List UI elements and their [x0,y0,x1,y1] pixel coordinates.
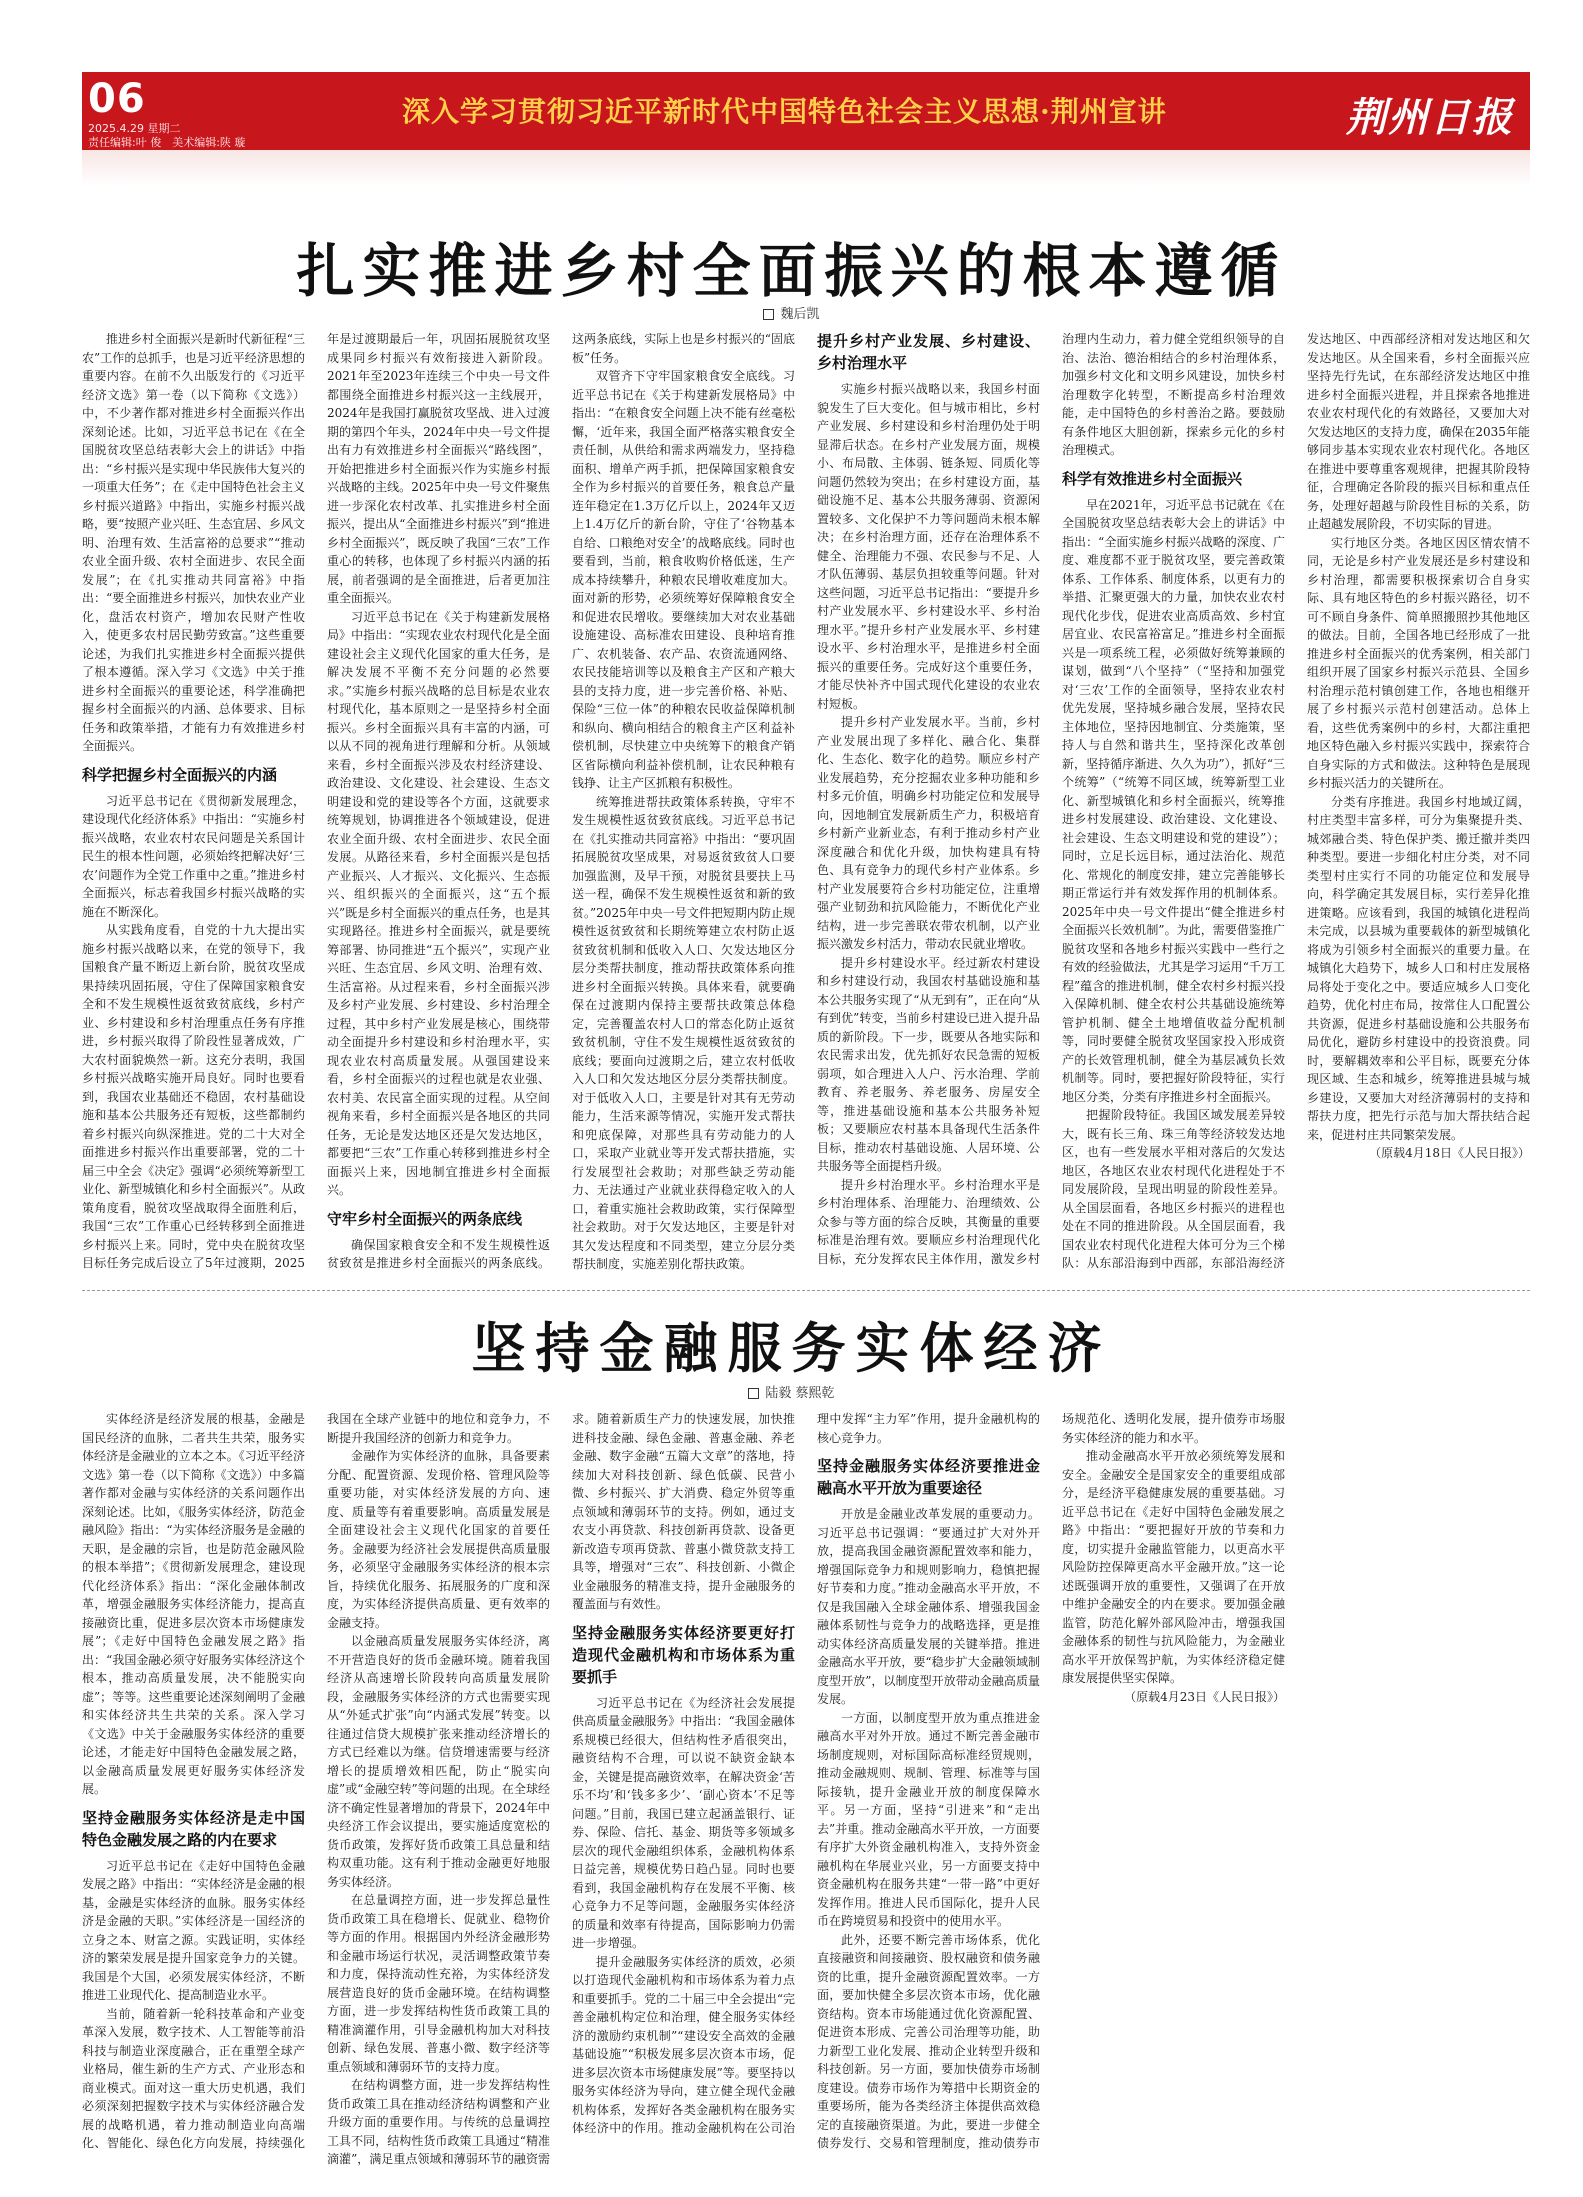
paragraph: 以金融高质量发展服务实体经济，离不开营造良好的货币金融环境。随着我国经济从高速增长阶段转向高质量发展阶段，金融服务实体经济的方式也需要实现从“外延式扩张”向“内涵式发展”转变。以往通过信贷大规模扩张来推动经济增长的方式已经难以为继。信贷增速需要与经济增长的提质增效相匹配，防止“脱实向虚”或“金融空转”等问题的出现。在全球经济不确定性显著增加的背景下，2024年中央经济工作会议提出，要实施适度宽松的货币政策，发挥好货币政策工具总量和结构双重功能。这有利于推动金融更好地服务实体经济。 [327,1634,550,1889]
article2-body [82,1410,1530,2170]
article1-title: 扎实推进乡村全面振兴的根本遵循 [296,237,1287,305]
paragraph: 习近平总书记在《贯彻新发展理念，建设现代化经济体系》中指出：“实施乡村振兴战略，农业农村农民问题是关系国计民生的根本性问题，必须始终把解决好‘三农’问题作为全党工作重中之重。”推进乡村全面振兴，标志着我国乡村振兴战略的实施在不断深化。 [82,793,305,919]
paragraph: 金融作为实体经济的血脉，具备要素分配、配置资源、发现价格、管理风险等重要功能，对实体经济发展的方向、速度、质量等有着重要影响。高质量发展是全面建设社会主义现代化国家的首要任务。金融要为经济社会发展提供高质量服务，必须坚守金融服务实体经济的根本宗旨，持续优化服务、拓展服务的广度和深度，为实体经济提供高质量、更有效率的金融支持。 [327,1449,550,1630]
paragraph: 确保国家粮食安全和不发生规模性返贫致贫是推进乡村全面振兴的两条底线。这两条底线，实际上也是乡村振兴的“固底板”任务。 [327,332,795,1270]
article1-subheading-1: 科学把握乡村全面振兴的内涵 [82,765,278,784]
article2-byline [0,1382,1583,1401]
paragraph: 一方面，以制度型开放为重点推进金融高水平对外开放。通过不断完善金融市场制度规则，对标国际高标准经贸规则，推动金融规则、规制、管理、标准等与国际接轨，提升金融业开放的制度保障水平。另一方面，坚持“引进来”和“走出去”并重。推动金融高水平开放，一方面要有序扩大外资金融机构准入，支持外资金融机构在华展业兴业，另一方面要支持中资金融机构在服务共建“一带一路”中更好发挥作用。推进人民币国际化，提升人民币在跨境贸易和投资中的使用水平。 [817,1710,1040,1928]
paragraph: 习近平总书记在《为经济社会发展提供高质量金融服务》中指出：“我国金融体系规模已经很大，但结构性矛盾很突出，融资结构不合理，可以说不缺资金缺本金，关键是提高融资效率，在解决资金‘苦乐不均’和‘钱多多少’、‘副心资本’不足等问题。”目前，我国已建立起涵盖银行、证券、保险、信托、基金、期货等多领域多层次的现代金融组织体系，金融机构体系日益完善，规模优势日趋凸显。同时也要看到，我国金融机构存在发展不平衡、核心竞争力不足等问题，金融服务实体经济的质量和效率有待提高，国际影响力仍需进一步增强。 [572,1695,795,1950]
article-divider [82,1290,1530,1291]
byline-square-icon [763,309,774,320]
article1-byline [0,303,1583,322]
article2-subheading-3: 坚持金融服务实体经济要推进金融高水平开放为重要途径 [817,1457,1040,1497]
paragraph: 提升乡村治理水平。乡村治理水平是乡村治理体系、治理能力、治理绩效、公众参与等方面的综合反映，其衡量的重要标准是治理有效。要顺应乡村治理现代化目标，充分发挥农民主体作用，激发乡村治理内生动力，着力健全党组织领导的自治、法治、德治相结合的乡村治理体系，加强乡村文化和文明乡风建设，加快乡村治理数字化转型，不断提高乡村治理效能，走中国特色的乡村善治之路。要鼓励有条件地区大胆创新，探索乡元化的乡村治理模式。 [817,332,1285,1266]
paragraph: 提升乡村产业发展水平。当前，乡村产业发展出现了多样化、融合化、集群化、生态化、数字化的趋势。顺应乡村产业发展趋势，充分挖掘农业多种功能和乡村多元价值，明确乡村功能定位和发展导向，因地制宜发展新质生产力，积极培育乡村新产业新业态，有利于推动乡村产业深度融合和优化升级，加快构建具有特色、具有竞争力的现代乡村产业体系。乡村产业发展要符合乡村功能定位，注重增强产业韧劲和抗风险能力，不断优化产业结构，进一步完善联农带农机制，以产业振兴激发乡村活力，带动农民就业增收。 [817,715,1040,951]
paragraph: 习近平总书记在《走好中国特色金融发展之路》中指出：“实体经济是金融的根基，金融是实体经济的血脉。服务实体经济是金融的天职。”实体经济是一国经济的立身之本、财富之源。实践证明，实体经济的繁荣发展是提升国家竞争力的关键。我国是个大国，必须发展实体经济，不断推进工业现代化、提高制造业水平。 [82,1858,305,2002]
paragraph: 分类有序推进。我国乡村地域辽阔，村庄类型丰富多样，可分为集聚提升类、城郊融合类、特色保护类、搬迁撤并类四种类型。要进一步细化村庄分类，对不同类型村庄实行不同的功能定位和发展导向，科学确定其发展目标，实行差异化推进策略。应该看到，我国的城镇化进程尚未完成，以县城为重要载体的新型城镇化将成为引领乡村全面振兴的重要力量。在城镇化大趋势下，城乡人口和村庄发展格局将处于变化之中。要适应城乡人口变化趋势，优化村庄布局，按常住人口配置公共资源，促进乡村基础设施和公共服务布局优化，避防乡村建设中的投资浪费。同时，要解耦效率和公平目标，既要充分体现区域、生态和城乡，统筹推进县城与城乡建设，又要加大对经济薄弱村的支持和帮扶力度，把先行示范与加大帮扶结合起来，促进村庄共同繁荣发展。 [1307,794,1530,1142]
paragraph: 推动金融高水平开放必须统筹发展和安全。金融安全是国家安全的重要组成部分，是经济平稳健康发展的重要基础。习近平总书记在《走好中国特色金融发展之路》中指出：“要把握好开放的节奏和力度，切实提升金融监管能力，以更高水平风险防控保障更高水平金融开放。”这一论述既强调开放的重要性，又强调了在开放中维护金融安全的内在要求。要加强金融监管，防范化解外部风险冲击，增强我国金融体系的韧性与抗风险能力，为金融业高水平开放保驾护航，为实体经济稳定健康发展提供坚实保障。 [1062,1449,1285,1685]
paragraph: 习近平总书记在《关于构建新发展格局》中指出：“实现农业农村现代化是全面建设社会主义现代化国家的重大任务，是解决发展不平衡不充分问题的必然要求。”实施乡村振兴战略的总目标是农业农村现代化，基本原则之一是坚持乡村全面振兴。乡村全面振兴具有丰富的内涵，可以从不同的视角进行理解和分析。从领域来看，乡村全面振兴涉及农村经济建设、政治建设、文化建设、社会建设、生态文明建设和党的建设等各个方面，这就要求统筹规划，协调推进各个领域建设，促进农业全面升级、农村全面进步、农民全面发展。从路径来看，乡村全面振兴是包括产业振兴、人才振兴、文化振兴、生态振兴、组织振兴的全面振兴，这“五个振兴”既是乡村全面振兴的重点任务，也是其实现路径。推进乡村全面振兴，就是要统筹部署、协同推进“五个振兴”，实现产业兴旺、生态宜居、乡风文明、治理有效、生活富裕。从过程来看，乡村全面振兴涉及乡村产业发展、乡村建设、乡村治理全过程，其中乡村产业发展是核心，围绕带动全面提升乡村建设和乡村治理水平，实现农业农村高质量发展。从强国建设来看，乡村全面振兴的过程也就是农业强、农村美、农民富全面实现的过程。从空间视角来看，乡村全面振兴是各地区的共同任务，无论是发达地区还是欠发达地区，都要把“三农”工作重心转移到推进乡村全面振兴上来，因地制宜推进乡村全面振兴。 [327,609,550,1197]
page-number: 06 [88,76,146,122]
paragraph: 此外，还要不断完善市场体系，优化直接融资和间接融资、股权融资和债务融资的比重，提升金融资源配置效率。一方面，要加快健全多层次资本市场，优化融资结构。资本市场能通过优化资源配置、促进资本形成、完善公司治理等功能，助力新型工业化发展、推动企业转型升级和科技创新。另一方面，要加快债券市场制度建设。债券市场作为筹措中长期资金的重要场所，能为各类经济主体提供高效稳定的直接融资渠道。为此，要进一步健全债券发行、交易和管理制度，推动债券市场规范化、透明化发展，提升债券市场服务实体经济的能力和水平。 [817,1412,1285,2150]
article2-source: （原载4月23日《人民日报》） [1124,1689,1285,1704]
article1-author: 魏后凯 [780,307,820,322]
paragraph: 在总量调控方面，进一步发挥总量性货币政策工具在稳增长、促就业、稳物价等方面的作用。根据国内外经济金融形势和金融市场运行状况，灵活调整政策节奏和力度，保持流动性充裕，为实体经济发展营造良好的货币金融环境。在结构调整方面，进一步发挥结构性货币政策工具的精准滴灌作用，引导金融机构加大对科技创新、绿色发展、普惠小微、数字经济等重点领域和薄弱环节的支持力度。 [327,1893,550,2074]
date-line: 2025.4.29 星期二 [88,122,181,135]
article1-source: （原载4月18日《人民日报》） [1369,1146,1530,1160]
paragraph: 双管齐下守牢国家粮食安全底线。习近平总书记在《关于构建新发展格局》中指出：“在粮食安全问题上决不能有丝毫松懈，‘近年来，我国全面严格落实粮食安全责任制，从供给和需求两端发力，坚持稳面积、增单产两手抓，把保障国家粮食安全作为乡村振兴的首要任务，粮食总产量连年稳定在1.3万亿斤以上，2024年又迈上1.4万亿斤的新台阶，守住了‘谷物基本自给、口粮绝对安全’的战略底线。同时也要看到，当前，粮食收购价格低迷，生产成本持续攀升，种粮农民增收难度加大。面对新的形势，必须统筹好保障粮食安全和促进农民增收。要继续加大对农业基础设施建设、高标准农田建设、良种培育推广、农机装备、农产品、农资流通网络、农民技能培训等以及粮食主产区和产粮大县的支持力度，进一步完善价格、补贴、保险“三位一体”的种粮农民收益保障机制和纵向、横向相结合的粮食主产区利益补偿机制，尽快建立中央统筹下的粮食产销区省际横向利益补偿机制，让农民种粮有钱挣、让主产区抓粮有积极性。 [572,369,795,790]
article1-body [82,330,1530,1282]
paragraph: 提升乡村建设水平。经过新农村建设和乡村建设行动，我国农村基础设施和基本公共服务实现了“从无到有”，正在向“从有到优”转变，当前乡村建设已进入提升品质的新阶段。下一步，既要从各地实际和农民需求出发，优先抓好农民急需的短板弱项，如合理进入人户、污水治理、学前教育、养老服务、养老服务、房屋安全等，推进基础设施和基本公共服务补短板；又要顺应农村基本具备现代生活条件目标，推动农村基础设施、人居环境、公共服务等全面提档升级。 [817,955,1040,1173]
article2-subheading-1: 坚持金融服务实体经济是走中国特色金融发展之路的内在要求 [82,1808,305,1849]
article1-subheading-4: 科学有效推进乡村全面振兴 [1062,469,1243,488]
paragraph: 当前，随着新一轮科技革命和产业变革深入发展，数字技术、人工智能等前沿科技与制造业深度融合，正在重塑全球产业格局，催生新的生产方式、产业形态和商业模式。面对这一重大历史机遇，我们必须深刻把握数字技术与实体经济融合发展的战略机遇，着力推动制造业向高端化、智能化、绿色化方向发展，持续强化我国在全球产业链中的地位和竞争力，不断提升我国经济的创新力和竞争力。 [82,1412,550,2150]
paragraph: 提升金融服务实体经济的质效，必须以打造现代金融机构和市场体系为着力点和重要抓手。党的二十届三中全会提出“完善金融机构定位和治理，健全服务实体经济的激励约束机制”“建设安全高效的金融基础设施”“积极发展多层次资本市场，促进多层次资本市场健康发展”等。要坚持以服务实体经济为导向，建立健全现代金融机构体系，发挥好各类金融机构在服务实体经济中的作用。推动金融机构在公司治理中发挥“主力军”作用，提升金融机构的核心竞争力。 [572,1412,1040,2135]
byline-square-icon [748,1388,759,1399]
paragraph: 开放是金融业改革发展的重要动力。习近平总书记强调：“要通过扩大对外开放，提高我国金融资源配置效率和能力，增强国际竞争力和规则影响力，稳慎把握好节奏和力度。”推动金融高水平开放，不仅是我国融入全球金融体系、增强我国金融体系韧性与竞争力的战略选择，更是推动实体经济高质量发展的关键举措。推进金融高水平开放，要“稳步扩大金融领域制度型开放”，以制度型开放带动金融高质量发展。 [817,1507,1040,1706]
article2-title: 坚持金融服务实体经济 [471,1316,1112,1380]
paragraph: 实体经济是经济发展的根基，金融是国民经济的血脉，二者共生共荣，服务实体经济是金融业的立本之本。《习近平经济文选》第一卷（以下简称《文选》）中多篇著作都对金融与实体经济的关系问题作出深刻论述。比如，《服务实体经济，防范金融风险》指出：“为实体经济服务是金融的天职，是金融的宗旨，也是防范金融风险的根本举措”；《贯彻新发展理念，建设现代化经济体系》指出：“深化金融体制改革，增强金融服务实体经济能力，提高直接融资比重，促进多层次资本市场健康发展”；《走好中国特色金融发展之路》指出：“我国金融必须守好服务实体经济这个根本，推动高质量发展，决不能脱实向虚”；等等。这些重要论述深刻阐明了金融和实体经济共生共荣的关系。深入学习《文选》中关于金融服务实体经济的重要论述，才能走好中国特色金融发展之路，以金融高质量发展更好服务实体经济发展。 [82,1412,305,1796]
paragraph: 把握阶段特征。我国区域发展差异较大，既有长三角、珠三角等经济较发达地区，也有一些发展水平相对落后的欠发达地区，各地区农业农村现代化进程处于不同发展阶段，呈现出明显的阶段性差异。从全国层面看，各地区乡村振兴的进程也处在不同的推进阶段。从全国层面看，我国农业农村现代化进程大体可分为三个梯队：从东部沿海到中西部，东部沿海经济发达地区、中西部经济相对发达地区和欠发达地区。从全国来看，乡村全面振兴应坚持先行先试，在东部经济发达地区中推进乡村全面振兴进程，并且探索各地推进农业农村现代化的有效路径，又要加大对欠发达地区的支持力度，确保在2035年能够同步基本实现农业农村现代化。各地区在推进中要尊重客观规律，把握其阶段特征，合理确定各阶段的振兴目标和重点任务，处理好超越与阶段性目标的关系，防止超越发展阶段，不切实际的冒进。 [1062,332,1530,1270]
editors-line: 责任编辑:叶 俊 美术编辑:陕 璇 [88,136,246,149]
article1-subheading-2: 守牢乡村全面振兴的两条底线 [327,1209,523,1228]
article2-author: 陆毅 蔡熙乾 [765,1386,835,1401]
paragraph: 早在2021年，习近平总书记就在《在全国脱贫攻坚总结表彰大会上的讲话》中指出：“全面实施乡村振兴战略的深度、广度、难度都不亚于脱贫攻坚，要完善政策体系、工作体系、制度体系，以更有力的举措、汇聚更强大的力量，加快农业农村现代化步伐，促进农业高质高效、乡村宜居宜业、农民富裕富足。”推进乡村全面振兴是一项系统工程，必须做好统筹兼顾的谋划，做到“八个坚持”（“坚持和加强党对‘三农’工作的全面领导，坚持农业农村优先发展，坚持城乡融合发展，坚持农民主体地位，坚持因地制宜、分类施策，坚持人与自然和谐共生，坚持深化改革创新，坚持循序渐进、久久为功”），抓好“三个统筹”（“统筹不同区域，统筹新型工业化、新型城镇化和乡村全面振兴，统筹推进乡村发展建设、政治建设、文化建设、社会建设、生态文明建设和党的建设”）；同时，立足长远目标，通过法治化、规范化、常规化的制度安排，建立完善能够长期正常运行并有效发挥作用的机制体系。2025年中央一号文件提出“健全推进乡村全面振兴长效机制”。为此，需要借鉴推广脱贫攻坚和各地乡村振兴实践中一些行之有效的经验做法，尤其是学习运用“千万工程”蕴含的推进机制，健全农村乡村振兴投入保障机制、健全农村公共基础设施统筹管护机制、健全土地增值收益分配机制等，同时要健全脱贫攻坚国家投入形成资产的长效管理机制，健全为基层减负长效机制等。同时，要把握好阶段特征，实行地区分类，分类有序推进乡村全面振兴。 [1062,497,1285,1104]
paragraph: 实行地区分类。各地区因区情农情不同，无论是乡村产业发展还是乡村建设和乡村治理，都需要积极探索切合自身实际、具有地区特色的乡村振兴路径，切不可不顾自身条件、简单照搬照抄其他地区的做法。目前，全国各地已经形成了一批推进乡村全面振兴的优秀案例，相关部门组织开展了国家乡村振兴示范县、全国乡村治理示范村镇创建工作，各地也相继开展了乡村振兴示范村创建活动。总体上看，这些优秀案例中的乡村，大都注重把地区特色融入乡村振兴实践中，探索符合自身实际的方式和做法。这种特色是展现乡村振兴活力的关键所在。 [1307,535,1530,790]
paragraph: 从实践角度看，自党的十九大提出实施乡村振兴战略以来，在党的领导下，我国粮食产量不断迈上新台阶，脱贫攻坚成果持续巩固拓展，守住了保障国家粮食安全和不发生规模性返贫致贫底线，乡村产业、乡村建设和乡村治理重点任务有序推进，乡村振兴取得了阶段性显著成效，广大农村面貌焕然一新。这充分表明，我国乡村振兴战略实施开局良好。同时也要看到，我国农业基础还不稳固，农村基础设施和基本公共服务还有短板，这些都制约着乡村振兴向纵深推进。党的二十大对全面推进乡村振兴作出重要部署，党的二十届三中全会《决定》强调“必须统筹新型工业化、新型城镇化和乡村全面振兴”。从政策角度看，脱贫攻坚战取得全面胜利后，我国“三农”工作重心已经转移到全面推进乡村振兴上来。同时，党中央在脱贫攻坚目标任务完成后设立了5年过渡期，2025年是过渡期最后一年，巩固拓展脱贫攻坚成果同乡村振兴有效衔接进入新阶段。2021年至2023年连续三个中央一号文件都围绕全面推进乡村振兴这一主线展开，2024年是我国打赢脱贫攻坚战、进入过渡期的第四个年头，2024年中央一号文件提出有力有效推进乡村全面振兴“路线图”，开始把推进乡村全面振兴作为实施乡村振兴战略的主线。2025年中央一号文件聚焦进一步深化农村改革、扎实推进乡村全面振兴，提出从“全面推进乡村振兴”到“推进乡村全面振兴”，既反映了我国“三农”工作重心的转移，也体现了乡村振兴内涵的拓展，前者强调的是全面推进，后者更加注重全面振兴。 [82,332,550,1270]
masthead-banner [82,72,1530,150]
paragraph: 推进乡村全面振兴是新时代新征程“三农”工作的总抓手，也是习近平经济思想的重要内容。在前不久出版发行的《习近平经济文选》第一卷（以下简称《文选》）中，不少著作都对推进乡村全面振兴作出深刻论述。比如，习近平总书记在《在全国脱贫攻坚总结表彰大会上的讲话》中指出：“乡村振兴是实现中华民族伟大复兴的一项重大任务”；在《走中国特色社会主义乡村振兴道路》中指出，实施乡村振兴战略，要“按照产业兴旺、生态宜居、乡风文明、治理有效、生活富裕的总要求”“推动农业全面升级、农村全面进步、农民全面发展”；在《扎实推动共同富裕》中指出：“要全面推进乡村振兴，加快农业产业化，盘活农村资产，增加农民财产性收入，使更多农村居民勤劳致富。”这些重要论述，为我们扎实推进乡村全面振兴提供了根本遵循。深入学习《文选》中关于推进乡村全面振兴的重要论述，科学准确把握乡村全面振兴的内涵、总体要求、目标任务和政策举措，才能有力有效推进乡村全面振兴。 [82,332,305,753]
masthead-shade [82,150,1530,186]
article1-subheading-3: 提升乡村产业发展、乡村建设、乡村治理水平 [817,332,1040,372]
paragraph: 统筹推进帮扶政策体系转换，守牢不发生规模性返贫致贫底线。习近平总书记在《扎实推动共同富裕》中指出：“要巩固拓展脱贫攻坚成果，对易返贫致贫人口要加强监测，及早干预，对脱贫县要扶上马送一程，确保不发生规模性返贫和新的致贫。”2025年中央一号文件把短期内防止规模性返贫致贫和长期统筹建立农村防止返贫致贫机制和低收入人口、欠发达地区分层分类帮扶制度，推动帮扶政策体系向推进乡村全面振兴转换。具体来看，就要确保在过渡期内保持主要帮扶政策总体稳定，完善覆盖农村人口的常态化防止返贫致贫机制，守住不发生规模性返贫致贫的底线；要面向过渡期之后，建立农村低收入人口和欠发达地区分层分类帮扶制度。对于低收入人口，主要是针对其有无劳动能力，生活来源等情况，实施开发式帮扶和兜底保障，对那些具有劳动能力的人口，采取产业就业等开发式帮扶措施，实行发展型社会救助；对那些缺乏劳动能力、无法通过产业就业获得稳定收入的人口，着重实施社会救助政策，实行保障型社会救助。对于欠发达地区，主要是针对其欠发达程度和不同类型，建立分层分类帮扶制度，实施差别化帮扶政策。 [572,794,795,1271]
paragraph: 在结构调整方面，进一步发挥结构性货币政策工具在推动经济结构调整和产业升级方面的重要作用。与传统的总量调控工具不同，结构性货币政策工具通过“精准滴灌”，满足重点领域和薄弱环节的融资需求。随着新质生产力的快速发展，加快推进科技金融、绿色金融、普惠金融、养老金融、数字金融“五篇大文章”的落地，持续加大对科技创新、绿色低碳、民营小微、乡村振兴、扩大消费、稳定外贸等重点领域和薄弱环节的支持。例如，通过支农支小再贷款、科技创新再贷款、设备更新改造专项再贷款、普惠小微贷款支持工具等，增强对“三农”、科技创新、小微企业金融服务的精准支持，提升金融服务的覆盖面与有效性。 [327,1412,795,2166]
paragraph: 实施乡村振兴战略以来，我国乡村面貌发生了巨大变化。但与城市相比，乡村产业发展、乡村建设和乡村治理仍处于明显滞后状态。在乡村产业发展方面，规模小、布局散、主体弱、链条短、同质化等问题仍然较为突出；在乡村建设方面，基础设施不足、基本公共服务薄弱、资源闲置较多、文化保护不力等问题尚未根本解决；在乡村治理方面，还存在治理体系不健全、治理能力不强、农民参与不足、人才队伍薄弱、基层负担较重等问题。针对这些问题，习近平总书记指出：“要提升乡村产业发展水平、乡村建设水平、乡村治理水平。”提升乡村产业发展水平、乡村建设水平、乡村治理水平，是推进乡村全面振兴的重要任务。完成好这个重要任务，才能尽快补齐中国式现代化建设的农业农村短板。 [817,382,1040,711]
article2-subheading-2: 坚持金融服务实体经济要更好打造现代金融机构和市场体系为重要抓手 [572,1623,795,1686]
section-title: 深入学习贯彻习近平新时代中国特色社会主义思想·荆州宣讲 [402,95,1167,128]
newspaper-logo: 荆州日报 [1346,94,1514,141]
